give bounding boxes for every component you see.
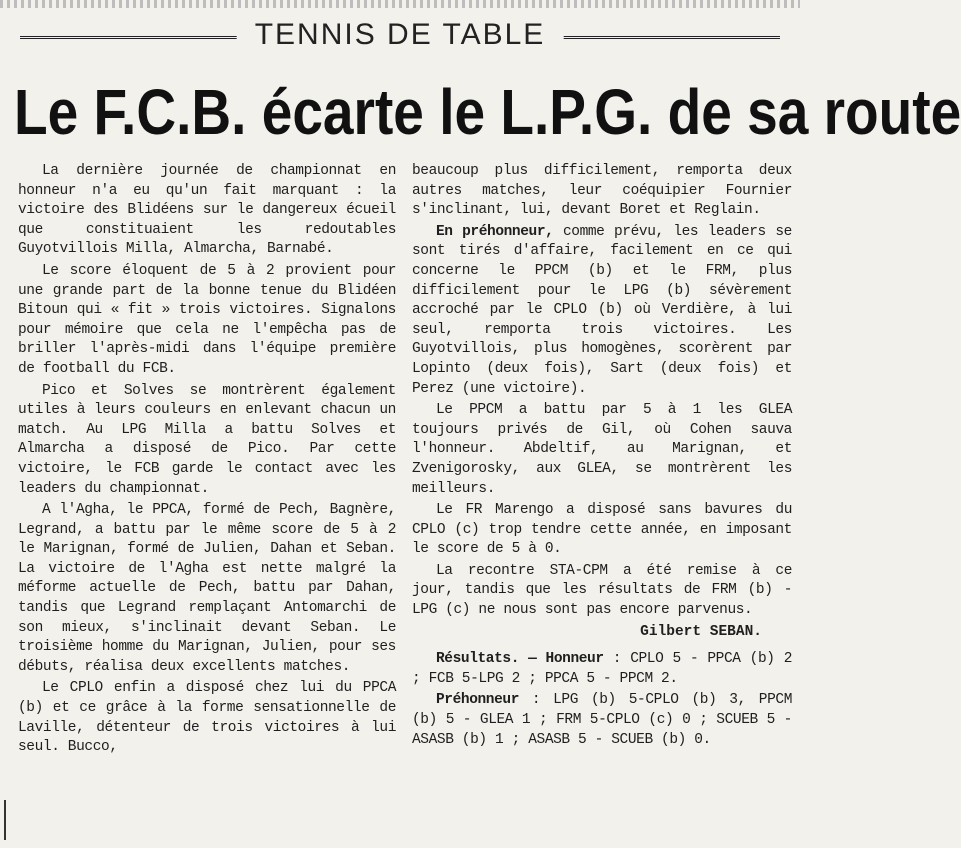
paragraph-score: Le score éloquent de 5 à 2 provient pour une grande part de la bonne tenue du Blidéen Bitoun qui « fit » trois victoires. Signalons pour mémoire que cela ne l'empêcha pas de briller l'après-midi dans l'équipe première de football du FCB. <box>18 262 396 377</box>
headline: Le F.C.B. écarte le L.P.G. de sa route <box>14 76 961 148</box>
prehonneur-results-lead: Préhonneur <box>436 692 520 709</box>
prehonneur-lead: En préhonneur, <box>436 223 554 240</box>
prehonneur-results: : LPG (b) 5-CPLO (b) 3, PPCM (b) 5 - GLEA 1 ; FRM 5-CPLO (c) 0 ; SCUEB 5 - ASASB (b) 1 ; ASASB 5 - SCUEB (b) 0. <box>412 692 792 748</box>
margin-mark <box>4 800 6 840</box>
results-honneur: : CPLO 5 - PPCA (b) 2 ; FCB 5-LPG 2 ; PPCA 5 - PPCM 2. <box>412 651 793 687</box>
paragraph-results-prehonneur <box>412 691 792 750</box>
paragraph-pico-solves: Pico et Solves se montrèrent également utiles à leurs couleurs en enlevant chacun un match. Au LPG Milla a battu Solves et Almarcha a disposé de Pico. Par cette victoire, le FCB garde le contact avec les leaders du championnat. <box>18 382 396 497</box>
prehonneur-text: comme prévu, les leaders se sont tirés d'affaire, facilement en ce qui concerne le PPCM (b) et le FRM, plus difficilement pour le LPG (b) sévèrement accroché par le CPLO (b) où Verdière, à lui seul, remporta trois victoires. Les Guyotvillois, plus homogènes, scorèrent par Lopinto (deux fois), Sart (deux fois) et Perez (une victoire). <box>412 223 792 397</box>
author-signature: Gilbert SEBAN. <box>640 623 762 640</box>
paragraph-intro: La dernière journée de championnat en honneur n'a eu qu'un fait marquant : la victoire des Blidéens sur le dangereux écueil que constituaient les redoutables Guyotvillois Milla, Almarcha, Barnabé. <box>18 163 396 258</box>
article-body <box>0 162 800 842</box>
section-rubric <box>20 18 780 60</box>
paragraph-results-honneur <box>412 650 792 689</box>
top-border <box>0 0 800 8</box>
right-column <box>412 162 792 842</box>
paragraph-fr-marengo: Le FR Marengo a disposé sans bavures du CPLO (c) trop tendre cette année, en imposant le score de 5 à 0. <box>412 502 792 558</box>
paragraph-sta-cpm: La recontre STA-CPM a été remise à ce jour, tandis que les résultats de FRM (b) - LPG (c) ne nous sont pas encore parvenus. <box>412 562 792 619</box>
section-label: TENNIS DE TABLE <box>237 18 564 52</box>
left-column <box>18 162 396 760</box>
paragraph-continuation: beaucoup plus difficilement, remporta deux autres matches, leur coéquipier Fournier s'inclinant, lui, devant Boret et Reglain. <box>412 163 792 219</box>
paragraph-ppcm: Le PPCM a battu par 5 à 1 les GLEA toujours privés de Gil, où Cohen sauva l'honneur. Abdeltif, au Marignan, et Zvenigorosky, aux GLEA, se montrèrent les meilleurs. <box>412 402 792 497</box>
paragraph-agha: A l'Agha, le PPCA, formé de Pech, Bagnère, Legrand, a battu par le même score de 5 à 2 le Marignan, formé de Julien, Dahan et Seban. La victoire de l'Agha est nette malgré la méforme actuelle de Pech, battu par Dahan, tandis que Legrand remplaçant Antomarchi de son mieux, s'inclinait devant Seban. Le troisième homme du Marignan, Julien, pour ses débuts, réalisa deux excellents matches. <box>18 502 396 675</box>
paragraph-cplo: Le CPLO enfin a disposé chez lui du PPCA (b) et ce grâce à la forme sensationnelle de Laville, détenteur de trois victoires à lui seul. Bucco, <box>18 680 396 756</box>
paragraph-prehonneur <box>412 223 792 399</box>
results-lead: Résultats. — Honneur <box>436 651 604 668</box>
